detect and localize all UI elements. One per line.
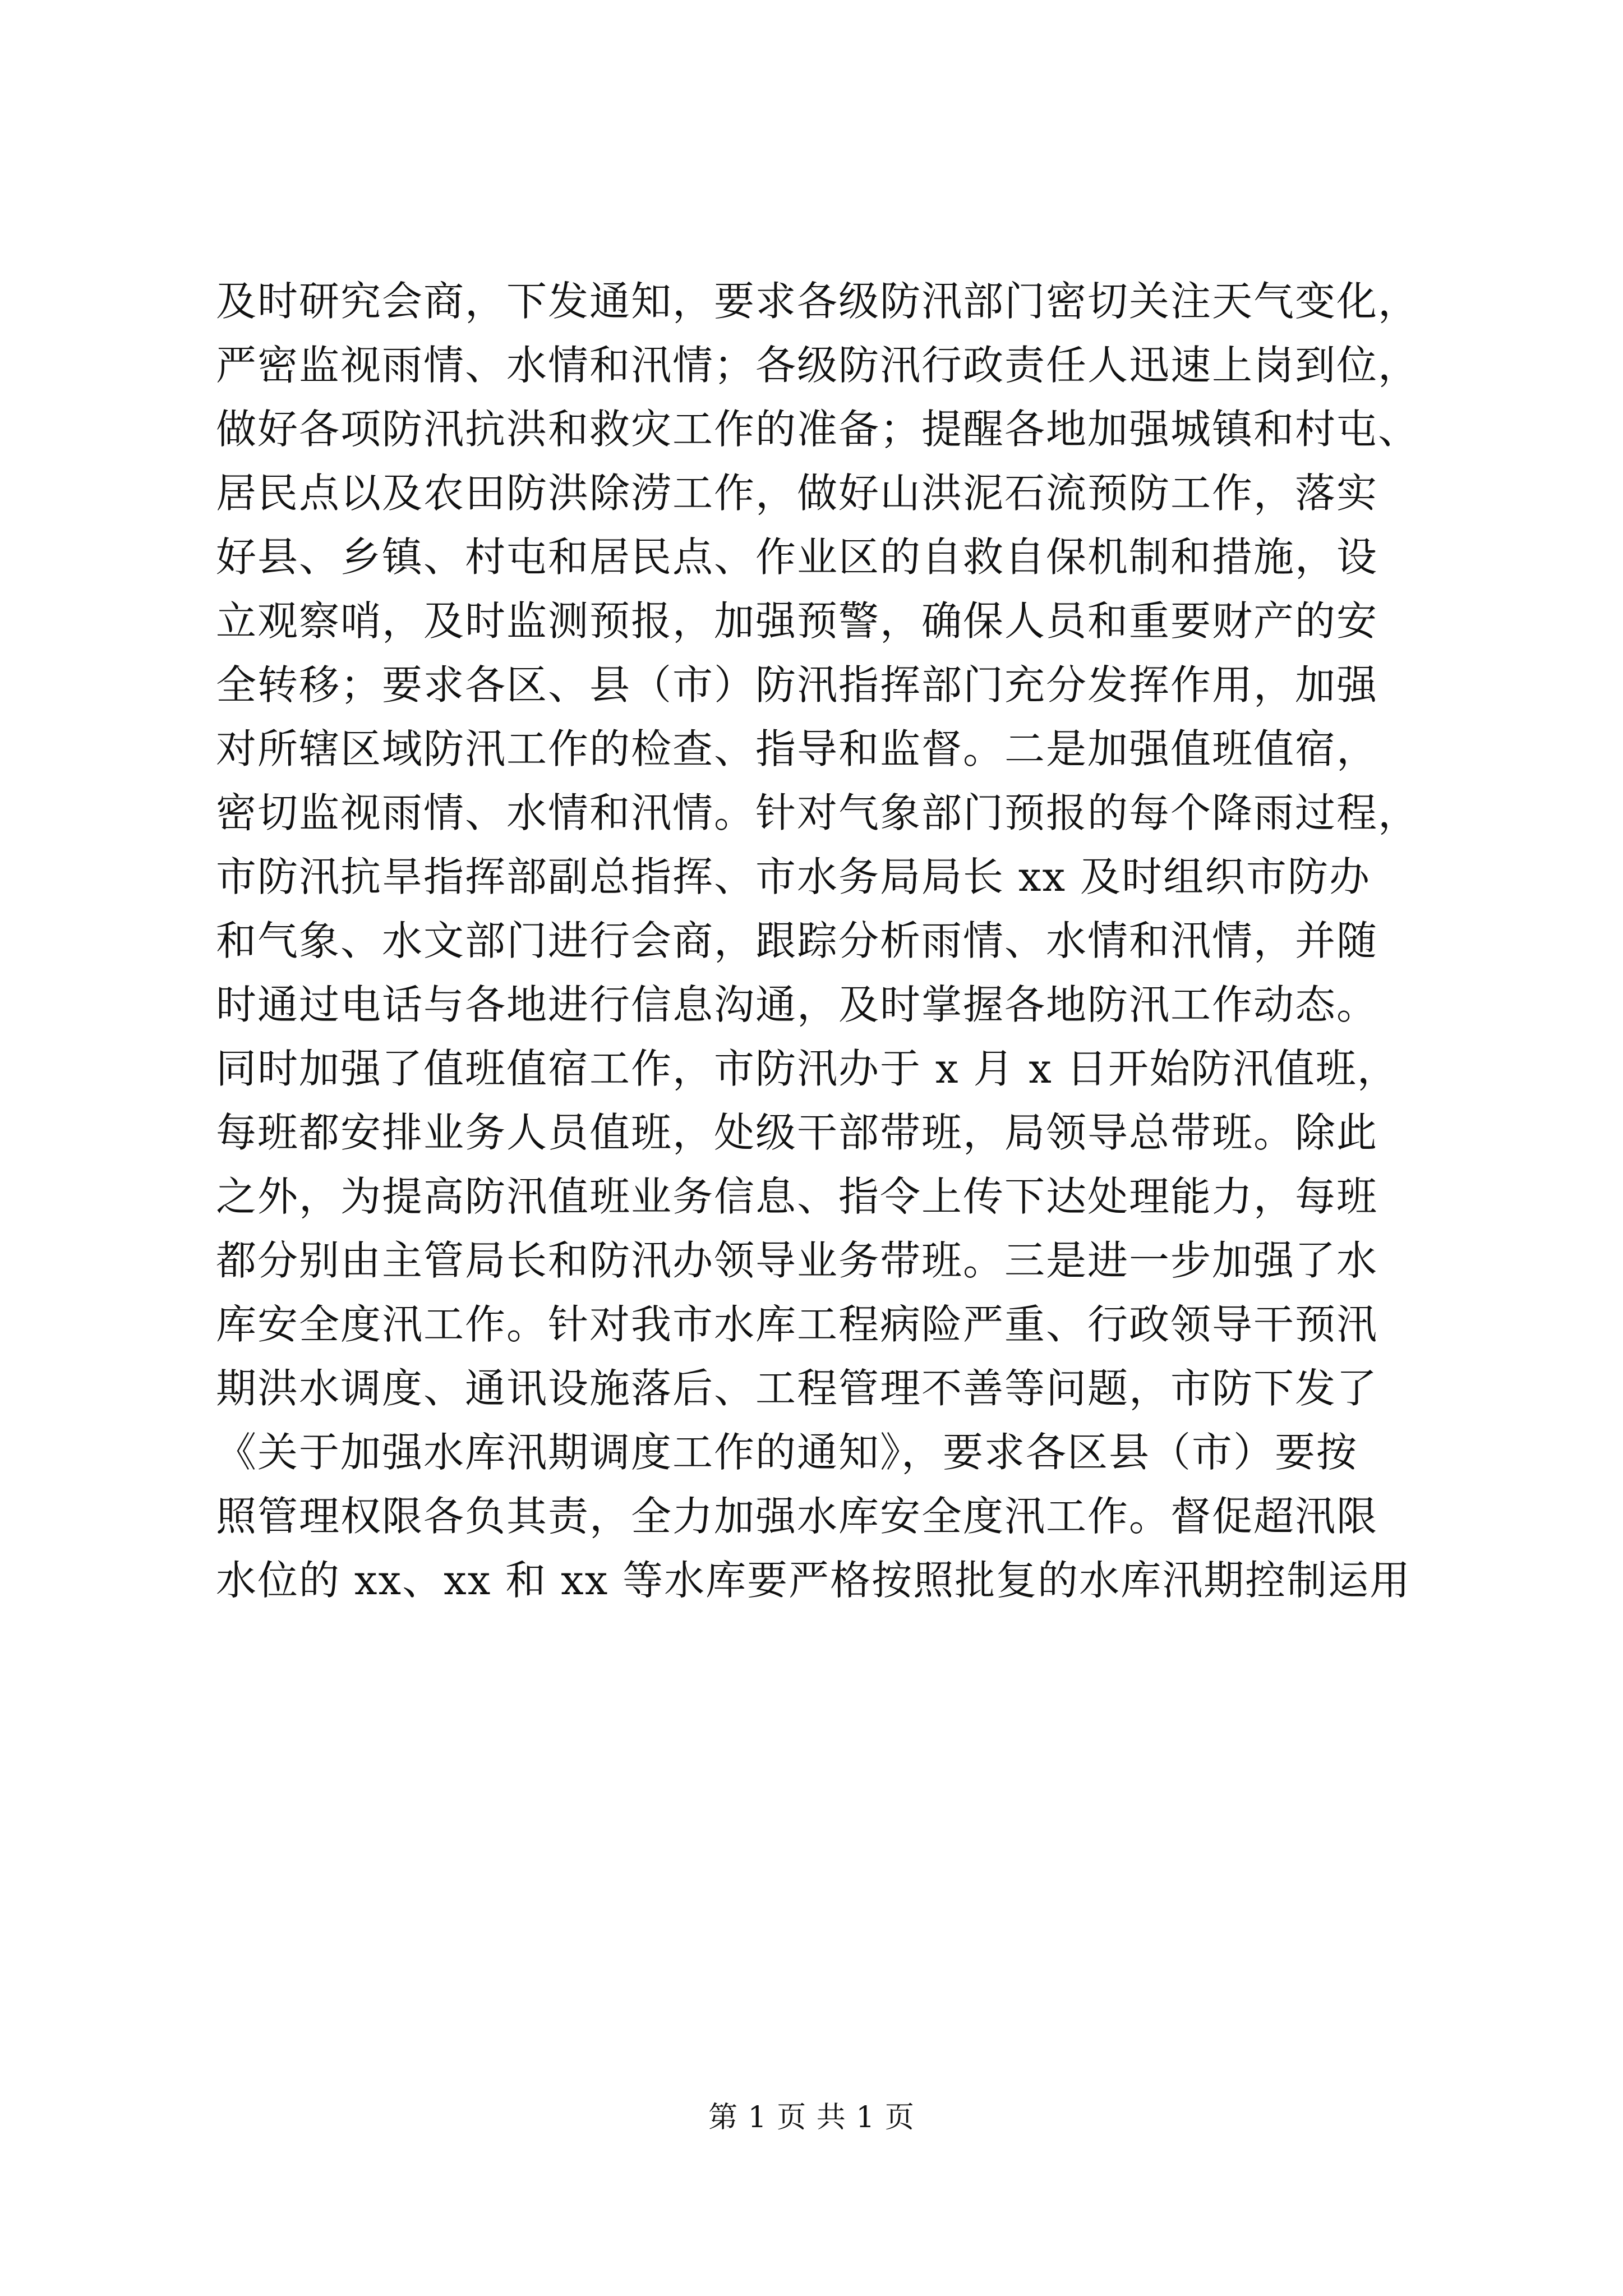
body-text bbox=[216, 269, 1467, 1612]
text-line: 库安全度汛工作。针对我市水库工程病险严重、行政领导干预汛 bbox=[216, 1301, 1378, 1348]
text-line: 市防汛抗旱指挥部副总指挥、市水务局局长 xx 及时组织市防办 bbox=[216, 853, 1371, 900]
text-line: 时通过电话与各地进行信息沟通，及时掌握各地防汛工作动态。 bbox=[216, 981, 1378, 1028]
text-line: 都分别由主管局长和防汛办领导业务带班。三是进一步加强了水 bbox=[216, 1237, 1378, 1284]
text-line: 照管理权限各负其责，全力加强水库安全度汛工作。督促超汛限 bbox=[216, 1493, 1378, 1540]
page-number-label: 第 1 页 共 1 页 bbox=[708, 2101, 915, 2134]
text-line: 密切监视雨情、水情和汛情。针对气象部门预报的每个降雨过程， bbox=[216, 789, 1420, 836]
text-line: 每班都安排业务人员值班，处级干部带班，局领导总带班。除此 bbox=[216, 1109, 1378, 1156]
text-line: 《关于加强水库汛期调度工作的通知》，要求各区县（市）要按 bbox=[216, 1429, 1358, 1476]
text-line: 水位的 xx、xx 和 xx 等水库要严格按照批复的水库汛期控制运用 bbox=[216, 1557, 1412, 1604]
text-line: 全转移；要求各区、县（市）防汛指挥部门充分发挥作用，加强 bbox=[216, 661, 1378, 708]
text-line: 同时加强了值班值宿工作，市防汛办于 x 月 x 日开始防汛值班， bbox=[216, 1045, 1399, 1092]
text-line: 及时研究会商，下发通知，要求各级防汛部门密切关注天气变化， bbox=[216, 278, 1420, 325]
text-line: 立观察哨，及时监测预报，加强预警，确保人员和重要财产的安 bbox=[216, 597, 1378, 645]
text-line: 之外，为提高防汛值班业务信息、指令上传下达处理能力，每班 bbox=[216, 1173, 1378, 1220]
text-line: 居民点以及农田防洪除涝工作，做好山洪泥石流预防工作，落实 bbox=[216, 470, 1378, 517]
text-line: 好县、乡镇、村屯和居民点、作业区的自救自保机制和措施，设 bbox=[216, 533, 1378, 581]
text-line: 对所辖区域防汛工作的检查、指导和监督。二是加强值班值宿， bbox=[216, 725, 1378, 772]
page-footer bbox=[0, 2101, 1623, 2134]
text-line: 和气象、水文部门进行会商，跟踪分析雨情、水情和汛情，并随 bbox=[216, 917, 1378, 964]
text-line: 严密监视雨情、水情和汛情；各级防汛行政责任人迅速上岗到位， bbox=[216, 342, 1420, 389]
text-line: 期洪水调度、通讯设施落后、工程管理不善等问题，市防下发了 bbox=[216, 1365, 1378, 1412]
text-line: 做好各项防汛抗洪和救灾工作的准备；提醒各地加强城镇和村屯、 bbox=[216, 406, 1420, 453]
